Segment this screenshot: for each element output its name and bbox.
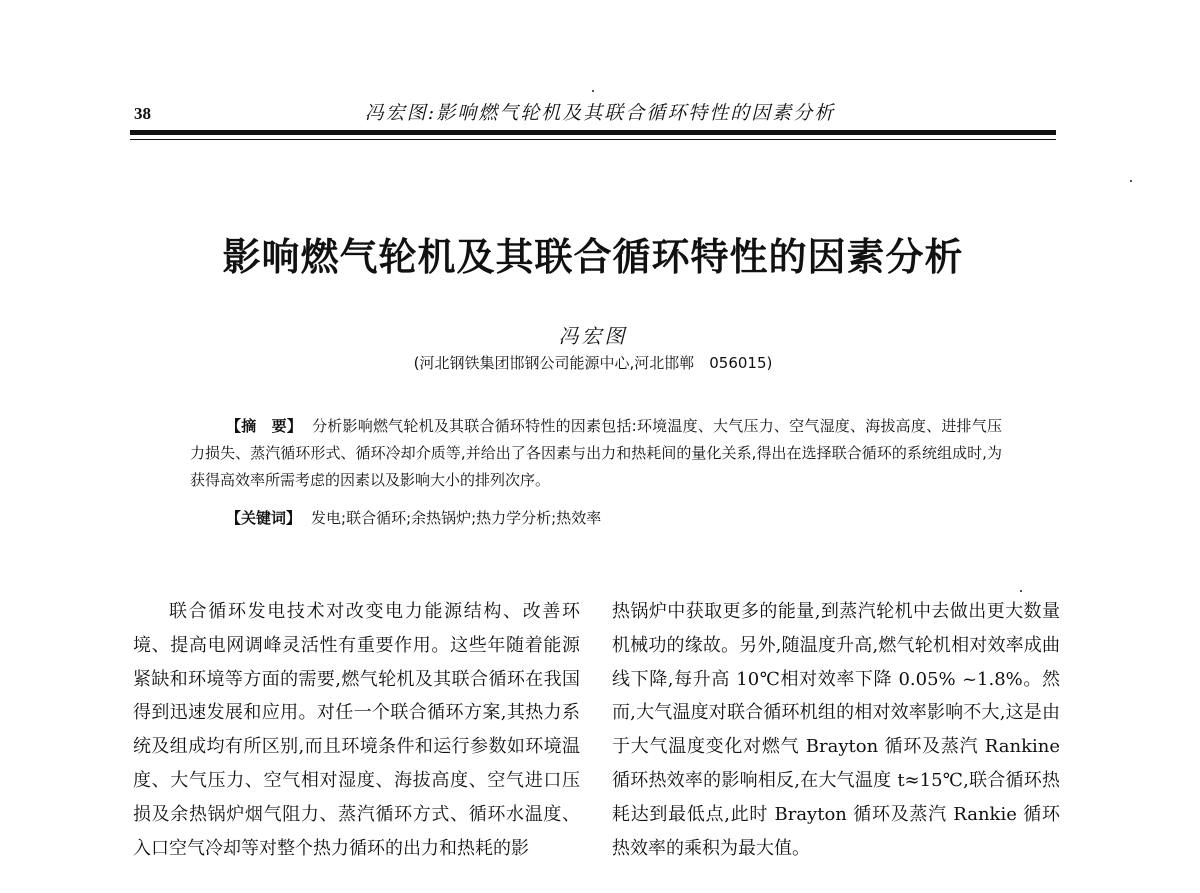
scan-speck bbox=[592, 90, 594, 92]
abstract bbox=[190, 413, 1002, 494]
author-name: 冯宏图 bbox=[558, 324, 628, 348]
keywords bbox=[190, 505, 1002, 532]
abstract-label: 【摘 要】 bbox=[226, 417, 303, 435]
header-rule-thin bbox=[130, 139, 1056, 140]
body-left-column: 联合循环发电技术对改变电力能源结构、改善环境、提高电网调峰灵活性有重要作用。这些年随着能源紧缺和环境等方面的需要,燃气轮机及其联合循环在我国得到迅速发展和应用。对任一个联合循环方案,其热力系统及组成均有所区别,而且环境条件和运行参数如环境温度、大气压力、空气相对湿度、海拔高度、空气进口压损及余热锅炉烟气阻力、蒸汽循环方式、循环水温度、入口空气冷却等对整个热力循环的出力和热耗的影 bbox=[133, 601, 580, 859]
author-affiliation: (河北钢铁集团邯钢公司能源中心,河北邯郸 056015) bbox=[413, 354, 773, 372]
body-right-column: 热锅炉中获取更多的能量,到蒸汽轮机中去做出更大数量机械功的缘故。另外,随温度升高,燃气轮机相对效率成曲线下降,每升高 10℃相对效率下降 0.05% ~1.8%。然而,大气温度对联合循环机组的相对效率影响不大,这是由于大气温度变化对燃气 Brayton 循环及蒸汽 Rankine 循环热效率的影响相反,在大气温度 t≈15℃,联合循环热耗达到最低点,此时 Brayton 循环及蒸汽 Rankie 循环热效率的乘积为最大值。 bbox=[612, 601, 1060, 859]
article-title: 影响燃气轮机及其联合循环特性的因素分析 bbox=[222, 234, 964, 279]
keywords-label: 【关键词】 bbox=[226, 509, 302, 527]
page-number: 38 bbox=[134, 104, 151, 123]
scan-speck bbox=[1020, 590, 1022, 592]
keywords-text: 发电;联合循环;余热锅炉;热力学分析;热效率 bbox=[311, 509, 602, 527]
scan-speck bbox=[1130, 180, 1132, 182]
header-rule-thick bbox=[130, 130, 1056, 135]
abstract-text: 分析影响燃气轮机及其联合循环特性的因素包括:环境温度、大气压力、空气湿度、海拔高度、进排气压力损失、蒸汽循环形式、循环冷却介质等,并给出了各因素与出力和热耗间的量化关系,得出在选择联合循环的系统组成时,为获得高效率所需考虑的因素以及影响大小的排列次序。 bbox=[190, 417, 1002, 489]
running-head: 冯宏图:影响燃气轮机及其联合循环特性的因素分析 bbox=[364, 102, 836, 124]
